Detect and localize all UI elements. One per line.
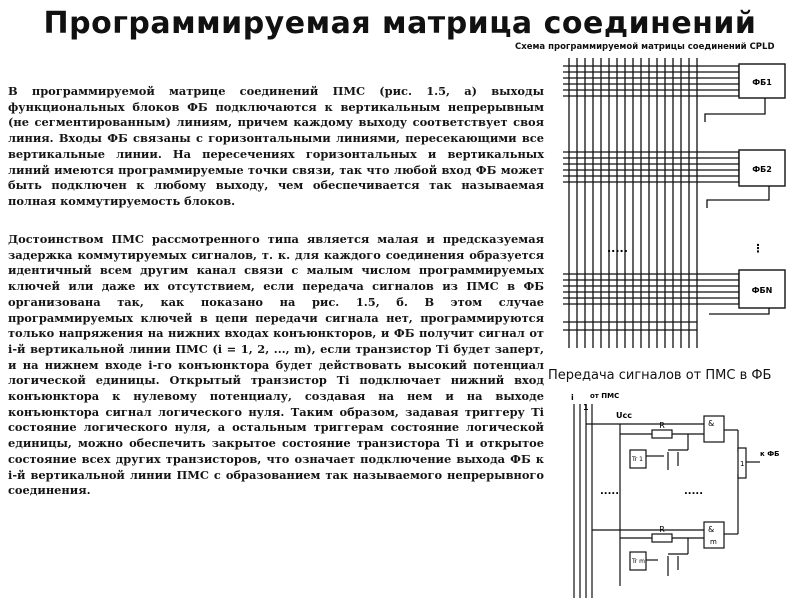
label-ucc: Ucc [616, 411, 632, 420]
figure-2-ellipsis-2: ..... [684, 486, 703, 497]
paragraph-2 [8, 232, 544, 499]
resistor-bottom-label: R [659, 525, 665, 534]
label-1: 1 [583, 403, 589, 412]
figure-1-matrix-diagram [555, 52, 800, 360]
label-to-fb: к ФБ [760, 450, 780, 458]
fb1-label: ФБ1 [752, 78, 772, 87]
trigger-tr1-label: Tr 1 [632, 456, 643, 463]
figure-1-caption: Схема программируемой матрицы соединений CPLD [515, 42, 775, 52]
or-gate-label: 1 [740, 460, 745, 468]
paragraph-1-text: В программируемой матрице соединений ПМС (рис. 1.5, а) выходы функциональных блоков ФБ подключаются к вертикальным непрерывным (не сегментированным) линиям, причем каждому выходу соответствует своя линия. Входы ФБ связаны с горизонтальными линиями, пересекающими все вертикальные линии. На пересечениях горизонтальных и вертикальных линий имеются программируемые точки связи, так что любой вход ФБ может быть подключен к любому выходу, чем обеспечивается так называемая полная коммутируемость блоков. [8, 84, 544, 208]
label-i: i [571, 393, 574, 402]
figure-2-signal-diagram [560, 390, 800, 600]
and-gate-bottom-label: & [708, 525, 715, 534]
figure-2-ellipsis: ..... [600, 486, 619, 497]
trigger-trm-label: Tr m [632, 558, 646, 565]
and-gate-top-label: & [708, 419, 715, 428]
slide-title: Программируемая матрица соединений [43, 6, 757, 41]
resistor-top [652, 430, 672, 438]
figure-1-ellipsis-vertical: ⋮ [752, 242, 764, 255]
label-from-pms: от ПМС [590, 392, 620, 400]
and-gate-bottom-index: m [710, 538, 717, 546]
fb2-label: ФБ2 [752, 165, 772, 174]
resistor-bottom [652, 534, 672, 542]
figure-1-ellipsis: ..... [607, 242, 628, 255]
fbn-label: ФБN [751, 286, 773, 295]
resistor-top-label: R [659, 421, 665, 430]
figure-2-caption: Передача сигналов от ПМС в ФБ [548, 368, 772, 383]
paragraph-2-text: Достоинством ПМС рассмотренного типа является малая и предсказуемая задержка коммутируемых сигналов, т. к. для каждого соединения образуется идентичный всем другим канал связи с малым числом программируемых ключей или даже их отсутствием, если передача сигналов из ПМС в ФБ организована так, как показано на рис. 1.5, б. В этом случае программируемых ключей в цепи передачи сигнала нет, программируются только напряжения на нижних входах конъюнкторов, и ФБ получит сигнал от i-й вертикальной линии ПМС (i = 1, 2, ..., m), если транзистор Ti будет заперт, и на нижнем входе i-го конъюнктора будет действовать высокий потенциал логической единицы. Открытый транзистор Ti подключает нижний вход конъюнктора к нулевому потенциалу, создавая на нем и на выходе конъюнктора сигнал логического нуля. Таким образом, задавая триггеру Ti состояние логического нуля, а остальным триггерам состояние логической единицы, можно обеспечить закрытое состояние транзистора Ti и открытое состояние всех других транзисторов, что означает подключение выхода ФБ к i-й вертикальной линии ПМС с образованием так называемого непрерывного соединения. [8, 232, 544, 498]
paragraph-1 [8, 84, 544, 210]
